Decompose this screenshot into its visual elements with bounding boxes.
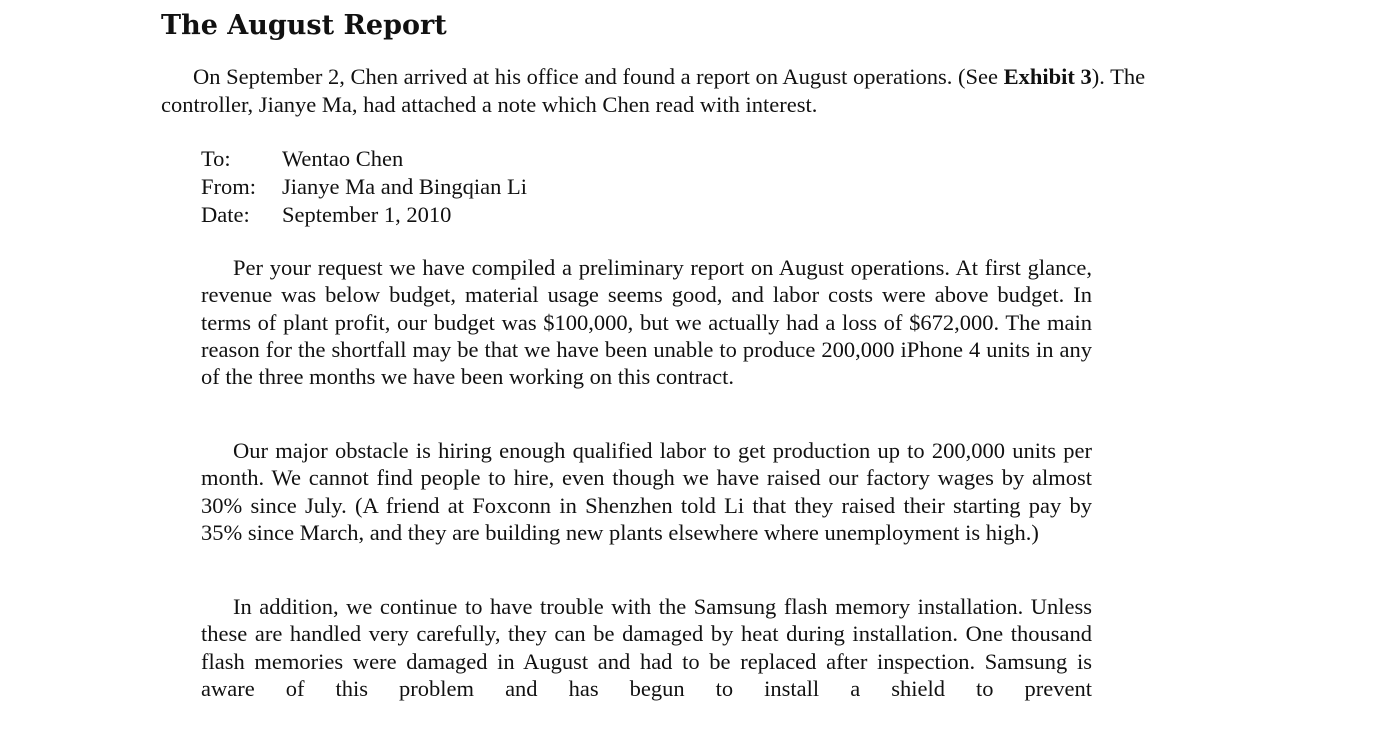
memo-header — [201, 145, 527, 229]
memo-date-value: September 1, 2010 — [282, 202, 452, 227]
memo-from-value: Jianye Ma and Bingqian Li — [282, 174, 527, 199]
memo-paragraph-3: In addition, we continue to have trouble with the Samsung flash memory installation. Unless these are handled very carefully, they can be damaged by heat during installation. One thousand flash memories were damaged in August and had to be replaced after inspection. Samsung is aware of this problem and has begun to install a shield to prevent — [201, 594, 1092, 701]
intro-text-after: ). The controller, Jianye Ma, had attached a note which Chen read with interest. — [161, 64, 1146, 117]
section-heading: The August Report — [161, 10, 447, 41]
intro-text-before: On September 2, Chen arrived at his office and found a report on August operations. (See — [193, 64, 1004, 89]
memo-date-label: Date: — [201, 202, 250, 227]
memo-to-label: To: — [201, 146, 231, 171]
memo-from-row — [201, 173, 527, 201]
memo-paragraph-1: Per your request we have compiled a preliminary report on August operations. At first glance, revenue was below budget, material usage seems good, and labor costs were above budget. In terms of plant profit, our budget was $100,000, but we actually had a loss of $672,000. The main reason for the shortfall may be that we have been unable to produce 200,000 iPhone 4 units in any of the three months we have been working on this contract. — [201, 255, 1092, 390]
exhibit-reference: Exhibit 3 — [1003, 64, 1092, 89]
memo-to-value: Wentao Chen — [282, 146, 404, 171]
intro-paragraph — [161, 63, 1177, 118]
memo-paragraph-2: Our major obstacle is hiring enough qualified labor to get production up to 200,000 units per month. We cannot find people to hire, even though we have raised our factory wages by almost 30% since July. (A friend at Foxconn in Shenzhen told Li that they raised their starting pay by 35% since March, and they are building new plants elsewhere where unemployment is high.) — [201, 438, 1092, 545]
memo-to-row — [201, 145, 527, 173]
memo-date-row — [201, 201, 527, 229]
memo-from-label: From: — [201, 174, 257, 199]
